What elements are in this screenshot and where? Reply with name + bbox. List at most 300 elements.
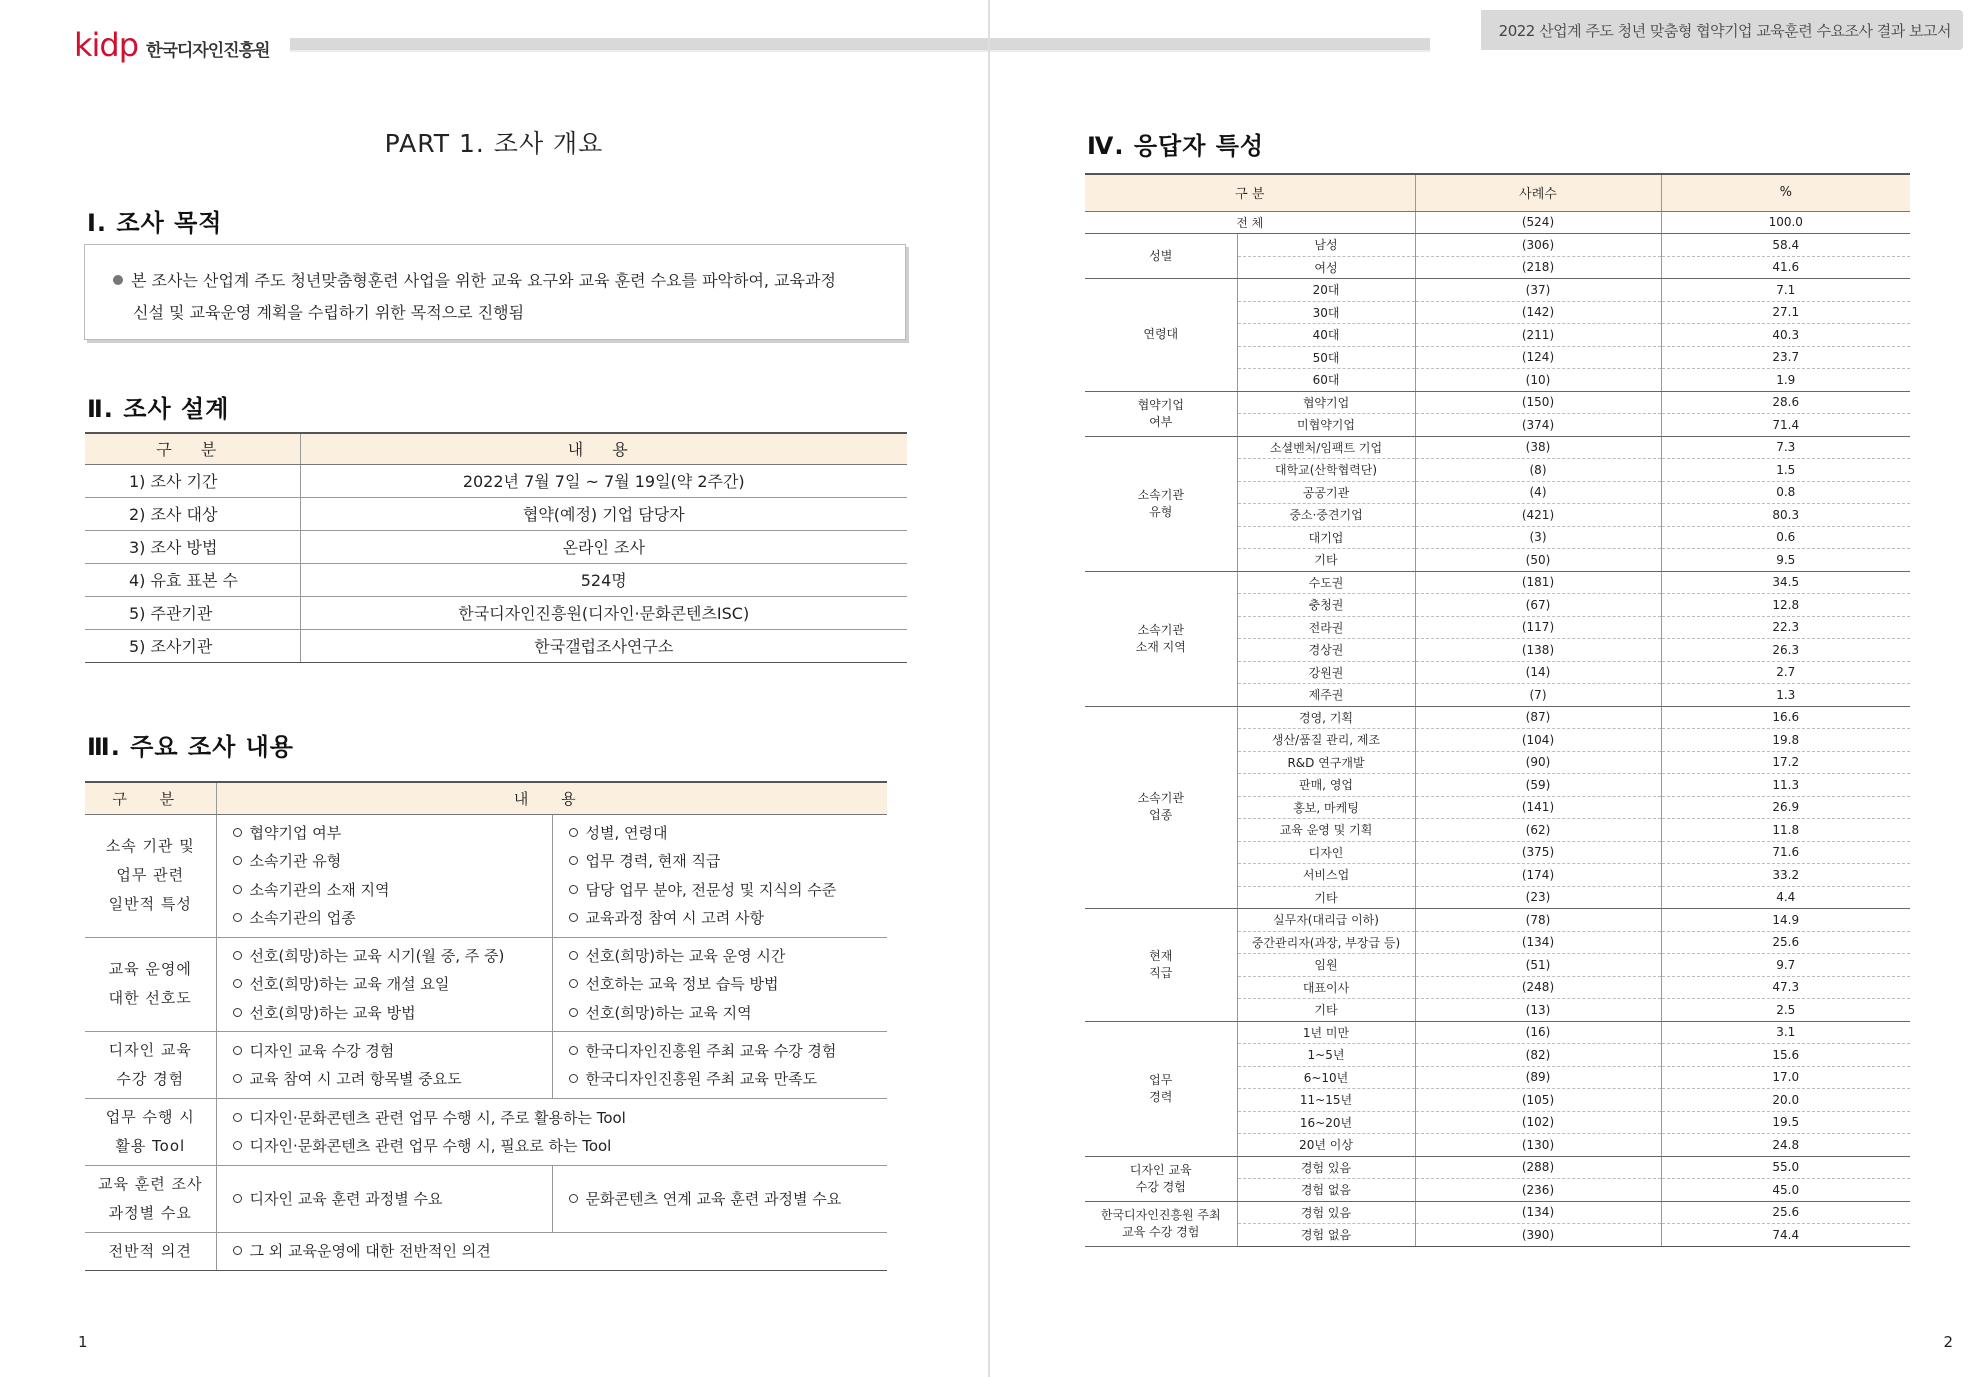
contents-category-line: 디자인 교육 [108,1041,192,1059]
resp-item-count: (134) [1415,931,1661,954]
design-header-category: 구 분 [85,433,300,464]
contents-row [85,1032,887,1099]
resp-item-percent: 45.0 [1661,1179,1910,1202]
resp-item-percent: 24.8 [1661,1134,1910,1157]
content-item-text: 한국디자인진흥원 주최 교육 만족도 [585,1070,818,1088]
resp-item-label: 1~5년 [1237,1044,1415,1067]
resp-group-label-line: 업무 [1149,1072,1173,1087]
resp-group-label-line: 여부 [1149,414,1173,429]
resp-item-percent: 41.6 [1661,256,1910,279]
content-item [569,847,888,876]
content-item-text: 선호(희망)하는 교육 운영 시간 [585,946,786,965]
resp-item-count: (104) [1415,729,1661,752]
bullet-icon [113,275,123,285]
resp-item-label: 기타 [1237,549,1415,572]
resp-item-count: (10) [1415,369,1661,392]
ring-bullet-icon [233,1113,242,1122]
kidp-logo [74,26,269,64]
resp-group-label-line: 소속기관 [1137,791,1184,806]
resp-item-count: (236) [1415,1179,1661,1202]
content-item-text: 교육 참여 시 고려 항목별 중요도 [249,1070,462,1088]
design-value: 협약(예정) 기업 담당자 [300,497,907,530]
resp-item-label: 소셜벤처/임팩트 기업 [1237,436,1415,459]
resp-item-percent: 74.4 [1661,1224,1910,1247]
resp-group-label [1085,279,1237,392]
resp-item-count: (3) [1415,526,1661,549]
ring-bullet-icon [569,885,578,894]
resp-item-percent: 16.6 [1661,706,1910,729]
ring-bullet-icon [233,951,242,960]
resp-item-percent: 25.6 [1661,931,1910,954]
design-row [85,530,907,563]
resp-item-percent: 34.5 [1661,571,1910,594]
resp-item-count: (130) [1415,1134,1661,1157]
resp-group-label [1085,436,1237,571]
content-item-text: 문화콘텐츠 연계 교육 훈련 과정별 수요 [585,1189,842,1208]
contents-header-category: 구 분 [85,782,216,814]
contents-category-line: 전반적 의견 [108,1242,192,1260]
resp-item-count: (51) [1415,954,1661,977]
content-item-text: 디자인·문화콘텐츠 관련 업무 수행 시, 필요로 하는 Tool [249,1137,612,1155]
content-item-text: 소속기관 유형 [249,852,342,870]
resp-row [1085,1156,1910,1179]
resp-row [1085,706,1910,729]
content-item [233,1185,552,1214]
contents-category [85,1099,216,1166]
resp-item-percent: 12.8 [1661,594,1910,617]
contents-items-right [552,814,887,937]
resp-item-label: 충청권 [1237,594,1415,617]
page-number: 2 [1943,1333,1953,1351]
resp-item-count: (390) [1415,1224,1661,1247]
contents-category-line: 소속 기관 및 [105,837,195,855]
resp-item-count: (174) [1415,864,1661,887]
design-value: 한국디자인진흥원(디자인·문화콘텐츠ISC) [300,596,907,629]
ring-bullet-icon [233,913,242,922]
resp-group-label-line: 유형 [1149,504,1173,519]
resp-item-count: (375) [1415,841,1661,864]
resp-item-percent: 7.3 [1661,436,1910,459]
ring-bullet-icon [233,1046,242,1055]
purpose-box [84,244,906,340]
contents-items [216,1233,887,1271]
survey-contents-table [85,781,887,1271]
ring-bullet-icon [233,1074,242,1083]
resp-item-count: (38) [1415,436,1661,459]
resp-group-label [1085,571,1237,706]
resp-item-count: (8) [1415,459,1661,482]
content-item [233,876,552,905]
resp-item-percent: 7.1 [1661,279,1910,302]
resp-item-count: (134) [1415,1201,1661,1224]
design-value: 한국갤럽조사연구소 [300,629,907,662]
resp-item-percent: 71.6 [1661,841,1910,864]
page-number: 1 [78,1333,88,1351]
resp-item-percent: 11.8 [1661,819,1910,842]
ring-bullet-icon [569,1008,578,1017]
resp-item-label: 공공기관 [1237,481,1415,504]
resp-group-label-line: 교육 수강 경험 [1122,1224,1200,1239]
resp-item-count: (211) [1415,324,1661,347]
resp-item-percent: 0.6 [1661,526,1910,549]
resp-row [1085,571,1910,594]
resp-group-label-line: 성별 [1149,248,1173,263]
resp-item-label: 강원권 [1237,661,1415,684]
resp-item-count: (62) [1415,819,1661,842]
section-title-design: Ⅱ. 조사 설계 [87,395,230,423]
resp-item-count: (7) [1415,684,1661,707]
content-item-text: 디자인 교육 훈련 과정별 수요 [249,1189,443,1208]
ring-bullet-icon [569,913,578,922]
resp-group-label [1085,1156,1237,1201]
resp-total-count: (524) [1415,211,1661,234]
content-item-text: 소속기관의 업종 [249,909,356,927]
resp-item-label: 11~15년 [1237,1089,1415,1112]
resp-item-label: 경험 없음 [1237,1224,1415,1247]
resp-item-count: (59) [1415,774,1661,797]
design-label: 5) 주관기관 [85,596,300,629]
header-band-shadow [290,50,988,52]
section-title-contents: Ⅲ. 주요 조사 내용 [87,733,294,761]
resp-item-count: (82) [1415,1044,1661,1067]
contents-items-left [216,1166,552,1233]
design-row [85,497,907,530]
resp-item-label: 중소·중견기업 [1237,504,1415,527]
content-item-text: 선호(희망)하는 교육 개설 요일 [249,975,450,993]
content-item [569,1037,888,1066]
resp-item-percent: 9.7 [1661,954,1910,977]
resp-item-label: 대학교(산학협력단) [1237,459,1415,482]
header-band [990,38,1430,50]
resp-item-percent: 26.9 [1661,796,1910,819]
resp-item-label: 경험 있음 [1237,1156,1415,1179]
resp-item-percent: 14.9 [1661,909,1910,932]
resp-item-count: (89) [1415,1066,1661,1089]
contents-header-content: 내 용 [216,782,887,814]
contents-category-line: 대한 선호도 [108,989,192,1008]
resp-item-percent: 80.3 [1661,504,1910,527]
resp-item-label: 협약기업 [1237,391,1415,414]
resp-item-label: 생산/품질 관리, 제조 [1237,729,1415,752]
resp-header-category: 구 분 [1085,174,1415,211]
resp-group-label-line: 협약기업 [1137,397,1184,412]
respondent-table [1085,173,1910,1247]
resp-item-label: 40대 [1237,324,1415,347]
resp-total-percent: 100.0 [1661,211,1910,234]
design-row [85,596,907,629]
resp-item-label: 경영, 기획 [1237,706,1415,729]
contents-category-line: 과정별 수요 [108,1204,192,1222]
resp-group-label [1085,909,1237,1022]
resp-item-percent: 17.0 [1661,1066,1910,1089]
design-value: 2022년 7월 7일 ~ 7월 19일(약 2주간) [300,464,907,497]
contents-category-line: 수강 경험 [116,1070,185,1088]
content-item [233,970,552,999]
ring-bullet-icon [233,979,242,988]
content-item [233,1065,552,1094]
content-item-text: 성별, 연령대 [585,823,668,842]
ring-bullet-icon [569,951,578,960]
ring-bullet-icon [233,1246,242,1255]
resp-item-label: 20대 [1237,279,1415,302]
resp-item-percent: 9.5 [1661,549,1910,572]
resp-item-count: (248) [1415,976,1661,999]
resp-item-percent: 1.9 [1661,369,1910,392]
logo-mark: kidp [74,26,139,64]
resp-item-label: 남성 [1237,234,1415,257]
resp-item-label: 판매, 영업 [1237,774,1415,797]
content-item [569,1185,888,1214]
content-item [569,970,888,999]
resp-item-label: 기타 [1237,999,1415,1022]
resp-item-count: (124) [1415,346,1661,369]
left-page [0,0,988,1377]
resp-item-percent: 0.8 [1661,481,1910,504]
resp-total-row [1085,211,1910,234]
contents-category-line: 활용 Tool [115,1137,186,1155]
ring-bullet-icon [233,1194,242,1203]
resp-row [1085,234,1910,257]
ring-bullet-icon [569,979,578,988]
content-item-text: 디자인·문화콘텐츠 관련 업무 수행 시, 주로 활용하는 Tool [249,1108,626,1127]
resp-item-count: (306) [1415,234,1661,257]
design-row [85,629,907,662]
resp-group-label-line: 소재 지역 [1135,639,1186,654]
purpose-line-2: 신설 및 교육운영 계획을 수립하기 위한 목적으로 진행됨 [133,303,525,322]
content-item-text: 선호(희망)하는 교육 방법 [249,1003,416,1022]
resp-item-percent: 11.3 [1661,774,1910,797]
resp-item-count: (218) [1415,256,1661,279]
content-item [233,999,552,1028]
resp-item-count: (78) [1415,909,1661,932]
resp-item-percent: 33.2 [1661,864,1910,887]
content-item-text: 업무 경력, 현재 직급 [585,852,721,870]
content-item [233,847,552,876]
resp-item-count: (374) [1415,414,1661,437]
content-item [233,1237,888,1266]
contents-items-left [216,937,552,1032]
resp-item-count: (102) [1415,1111,1661,1134]
design-value: 524명 [300,563,907,596]
resp-item-count: (181) [1415,571,1661,594]
resp-item-percent: 20.0 [1661,1089,1910,1112]
part-title: PART 1. 조사 개요 [384,129,604,158]
content-item [569,1065,888,1094]
ring-bullet-icon [233,885,242,894]
content-item [233,1132,888,1161]
ring-bullet-icon [569,1194,578,1203]
contents-items-left [216,1032,552,1099]
resp-item-label: 기타 [1237,886,1415,909]
contents-category-line: 교육 훈련 조사 [98,1175,203,1193]
design-label: 3) 조사 방법 [85,530,300,563]
resp-item-percent: 26.3 [1661,639,1910,662]
contents-row [85,1099,887,1166]
resp-item-percent: 4.4 [1661,886,1910,909]
logo-org-name: 한국디자인진흥원 [146,40,270,61]
resp-group-label-line: 현재 [1149,948,1173,963]
resp-item-count: (50) [1415,549,1661,572]
ring-bullet-icon [569,1074,578,1083]
resp-item-percent: 1.3 [1661,684,1910,707]
contents-items [216,1099,887,1166]
resp-item-percent: 19.8 [1661,729,1910,752]
resp-item-label: 16~20년 [1237,1111,1415,1134]
contents-row [85,937,887,1032]
resp-item-label: 대기업 [1237,526,1415,549]
contents-category-line: 업무 수행 시 [105,1108,195,1126]
content-item [233,904,552,933]
resp-group-label [1085,391,1237,436]
contents-items-right [552,1032,887,1099]
content-item [233,1037,552,1066]
resp-group-label-line: 소속기관 [1137,487,1184,502]
contents-items-right [552,1166,887,1233]
resp-item-label: 1년 미만 [1237,1021,1415,1044]
contents-category [85,937,216,1032]
resp-item-label: 홍보, 마케팅 [1237,796,1415,819]
resp-item-count: (288) [1415,1156,1661,1179]
ring-bullet-icon [569,856,578,865]
purpose-line-1: 본 조사는 산업계 주도 청년맞춤형훈련 사업을 위한 교육 요구와 교육 훈련 수요를 파악하여, 교육과정 [131,271,836,290]
header-band [290,38,988,50]
resp-item-label: 20년 이상 [1237,1134,1415,1157]
resp-row [1085,909,1910,932]
resp-item-percent: 71.4 [1661,414,1910,437]
resp-item-percent: 58.4 [1661,234,1910,257]
resp-item-label: 30대 [1237,301,1415,324]
resp-item-percent: 15.6 [1661,1044,1910,1067]
content-item-text: 소속기관의 소재 지역 [249,880,390,899]
content-item [569,904,888,933]
contents-category-line: 일반적 특성 [108,895,192,913]
resp-row [1085,279,1910,302]
resp-item-label: 대표이사 [1237,976,1415,999]
resp-row [1085,1201,1910,1224]
resp-group-label-line: 연령대 [1143,327,1179,342]
resp-item-count: (4) [1415,481,1661,504]
content-item [233,942,552,971]
section-title-purpose: Ⅰ. 조사 목적 [87,209,223,237]
contents-category [85,1166,216,1233]
section-title-respondents: Ⅳ. 응답자 특성 [1087,132,1265,160]
resp-item-percent: 1.5 [1661,459,1910,482]
resp-item-label: 전라권 [1237,616,1415,639]
resp-item-percent: 2.5 [1661,999,1910,1022]
content-item [233,1104,888,1133]
resp-item-label: 경상권 [1237,639,1415,662]
resp-group-label-line: 직급 [1149,965,1173,980]
resp-item-count: (67) [1415,594,1661,617]
resp-item-label: 중간관리자(과장, 부장급 등) [1237,931,1415,954]
resp-item-count: (16) [1415,1021,1661,1044]
resp-header-percent: % [1661,174,1910,211]
resp-item-count: (141) [1415,796,1661,819]
contents-items-left [216,814,552,937]
contents-row [85,1233,887,1271]
resp-item-label: 수도권 [1237,571,1415,594]
resp-item-percent: 55.0 [1661,1156,1910,1179]
contents-row [85,814,887,937]
resp-item-count: (117) [1415,616,1661,639]
header-band-shadow [990,50,1430,52]
design-label: 1) 조사 기간 [85,464,300,497]
resp-item-count: (138) [1415,639,1661,662]
resp-item-count: (105) [1415,1089,1661,1112]
content-item-text: 선호(희망)하는 교육 지역 [585,1003,752,1022]
content-item-text: 담당 업무 분야, 전문성 및 지식의 수준 [585,880,837,899]
design-label: 4) 유효 표본 수 [85,563,300,596]
resp-item-label: 경험 있음 [1237,1201,1415,1224]
resp-item-label: 제주권 [1237,684,1415,707]
contents-category-line: 업무 관련 [116,866,185,884]
resp-item-percent: 23.7 [1661,346,1910,369]
content-item-text: 교육과정 참여 시 고려 사항 [585,909,764,927]
resp-group-label-line: 수강 경험 [1135,1179,1186,1194]
resp-item-label: 디자인 [1237,841,1415,864]
resp-item-percent: 2.7 [1661,661,1910,684]
content-item [569,819,888,848]
resp-row [1085,1021,1910,1044]
resp-item-count: (421) [1415,504,1661,527]
resp-item-count: (150) [1415,391,1661,414]
design-label: 2) 조사 대상 [85,497,300,530]
resp-item-label: 임원 [1237,954,1415,977]
resp-item-label: 여성 [1237,256,1415,279]
resp-item-label: 60대 [1237,369,1415,392]
resp-item-percent: 27.1 [1661,301,1910,324]
resp-item-count: (37) [1415,279,1661,302]
contents-category [85,1233,216,1271]
resp-item-count: (87) [1415,706,1661,729]
resp-item-percent: 19.5 [1661,1111,1910,1134]
resp-item-label: 교육 운영 및 기획 [1237,819,1415,842]
resp-item-percent: 17.2 [1661,751,1910,774]
content-item-text: 협약기업 여부 [249,823,342,842]
resp-item-percent: 3.1 [1661,1021,1910,1044]
resp-group-label [1085,1201,1237,1246]
resp-row [1085,391,1910,414]
resp-item-count: (23) [1415,886,1661,909]
resp-group-label-line: 업종 [1149,808,1173,823]
ring-bullet-icon [233,856,242,865]
ring-bullet-icon [569,828,578,837]
contents-row [85,1166,887,1233]
resp-item-label: 50대 [1237,346,1415,369]
design-label: 5) 조사기관 [85,629,300,662]
resp-group-label [1085,234,1237,279]
right-page [990,0,1977,1377]
resp-header-count: 사례수 [1415,174,1661,211]
resp-item-count: (90) [1415,751,1661,774]
content-item [569,942,888,971]
content-item-text: 선호(희망)하는 교육 시기(월 중, 주 중) [249,946,505,965]
resp-item-label: 경험 없음 [1237,1179,1415,1202]
resp-item-label: R&D 연구개발 [1237,751,1415,774]
survey-design-table [85,432,907,663]
resp-group-label-line: 한국디자인진흥원 주최 [1100,1207,1221,1222]
resp-item-percent: 40.3 [1661,324,1910,347]
design-value: 온라인 조사 [300,530,907,563]
resp-group-label-line: 소속기관 [1137,622,1184,637]
resp-total-label: 전 체 [1085,211,1415,234]
ring-bullet-icon [233,828,242,837]
resp-item-label: 미협약기업 [1237,414,1415,437]
resp-item-percent: 28.6 [1661,391,1910,414]
design-row [85,563,907,596]
report-title: 2022 산업계 주도 청년 맞춤형 협약기업 교육훈련 수요조사 결과 보고서 [1481,10,1963,50]
content-item [569,876,888,905]
